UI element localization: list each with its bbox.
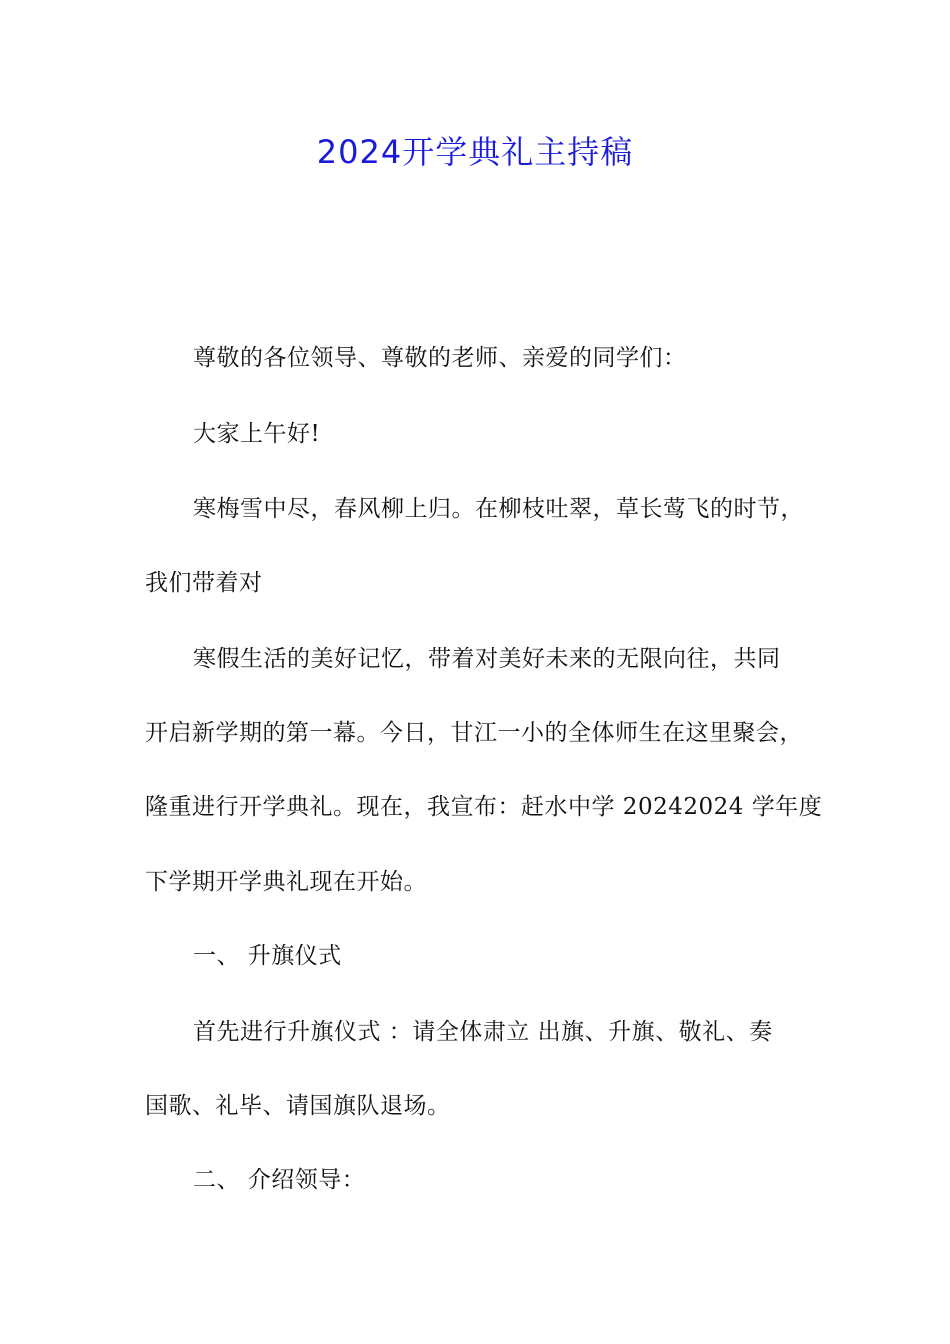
paragraph-line: 首先进行升旗仪式 ：请全体肃立 出旗、升旗、敬礼、奏	[193, 1019, 773, 1045]
paragraph-line: 开启新学期的第一幕。今日，甘江一小的全体师生在这里聚会，	[145, 720, 803, 746]
paragraph-line: 寒假生活的美好记忆，带着对美好未来的无限向往，共同	[193, 646, 781, 672]
paragraph-line: 国歌、礼毕、请国旗队退场。	[145, 1093, 451, 1119]
paragraph-line: 下学期开学典礼现在开始。	[145, 869, 427, 895]
greeting-line: 大家上午好!	[193, 421, 321, 447]
paragraph-line: 寒梅雪中尽，春风柳上归。在柳枝吐翠，草长莺飞的时节，	[193, 496, 804, 522]
paragraph-line: 我们带着对	[145, 570, 263, 596]
salutation-line: 尊敬的各位领导、尊敬的老师、亲爱的同学们：	[193, 345, 687, 371]
paragraph-line: 隆重进行开学典礼。现在，我宣布：赶水中学 20242024 学年度	[145, 794, 823, 820]
section-heading-flag-ceremony: 一、 升旗仪式	[193, 943, 342, 969]
document-title: 2024开学典礼主持稿	[316, 133, 634, 171]
section-heading-introduce-leaders: 二、 介绍领导：	[193, 1167, 366, 1193]
